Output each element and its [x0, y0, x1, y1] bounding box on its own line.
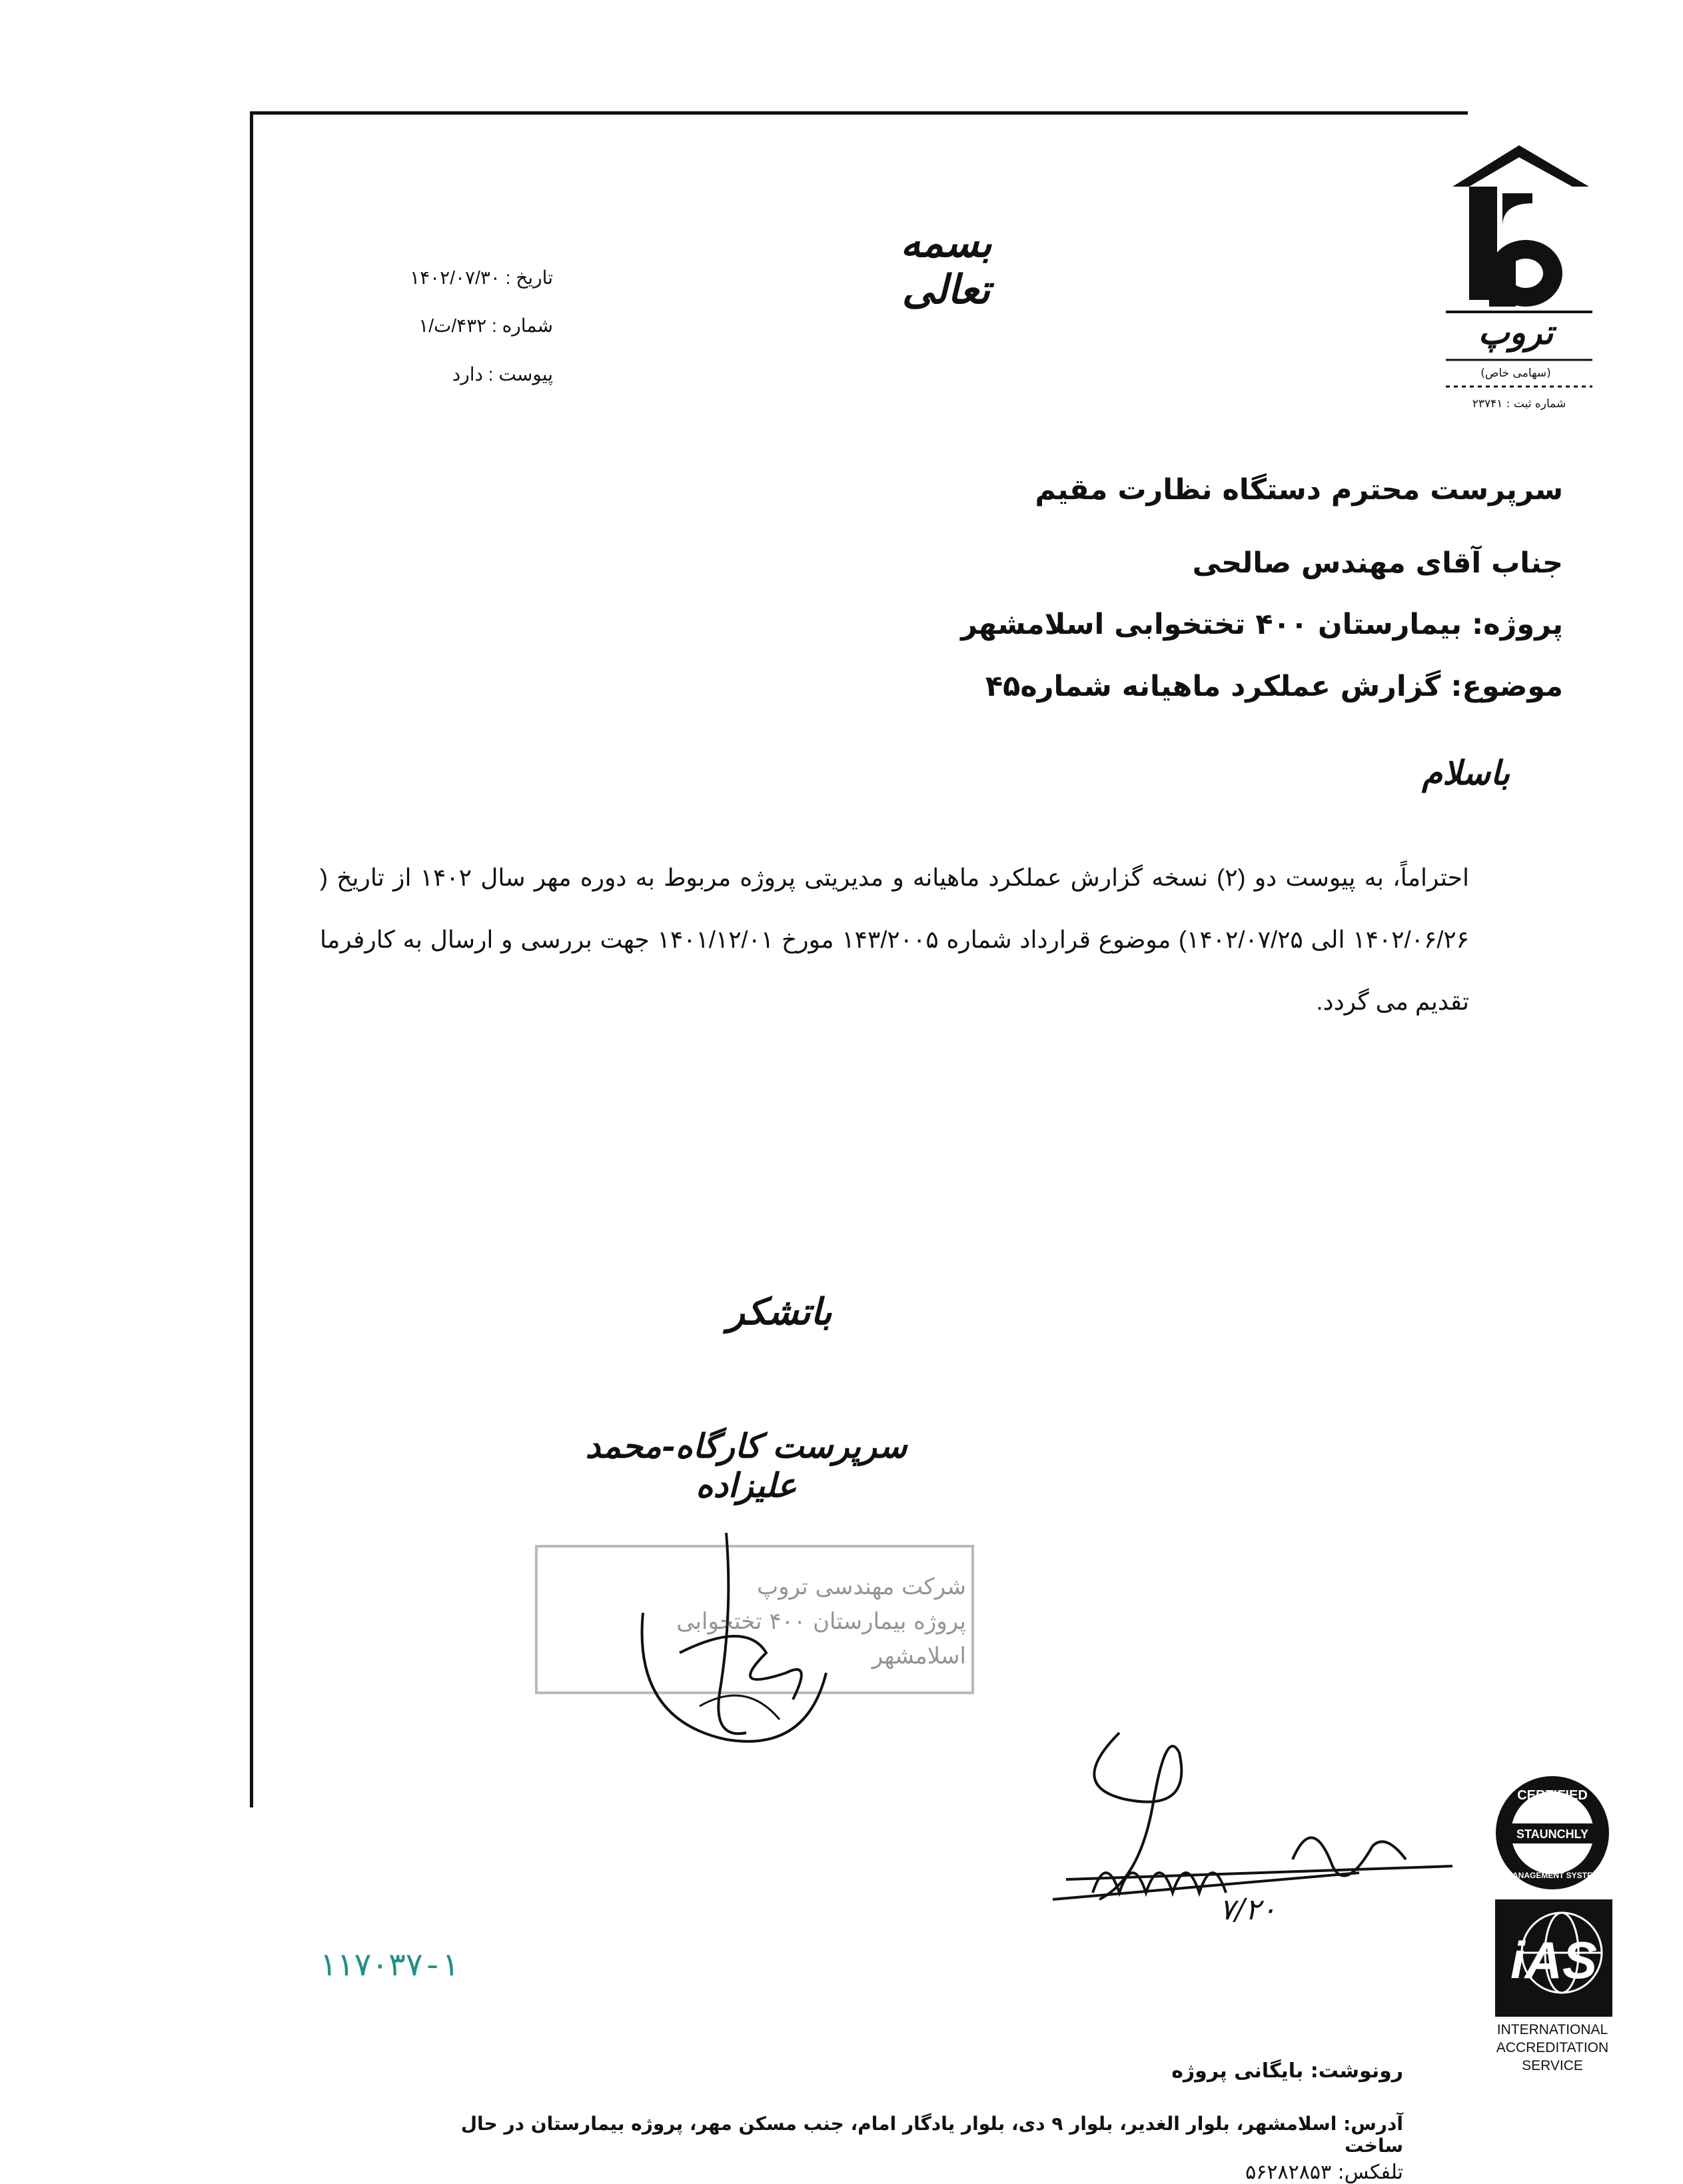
badge-center-text: STAUNCHLY [1516, 1827, 1589, 1841]
stamp-line-project: پروژه بیمارستان ۴۰۰ تختخوابی [676, 1608, 966, 1635]
phone-line: تلفکس: ۵۶۲۸۲۸۵۳ [1245, 2161, 1403, 2184]
company-registration: شماره ثبت : ۲۳۷۴۱ [1472, 397, 1566, 411]
handwritten-date: ۷/۲۰ [1219, 1893, 1277, 1927]
ias-line-2: ACCREDITATION [1496, 2040, 1609, 2055]
cc-line: رونوشت: بایگانی پروژه [1171, 2059, 1403, 2083]
page-border-top [250, 111, 1468, 115]
certified-management-badge [1492, 1773, 1612, 1893]
letter-date: تاریخ : ۱۴۰۲/۰۷/۳۰ [410, 267, 553, 288]
address-line: آدرس: اسلامشهر، بلوار الغدیر، بلوار ۹ دی، بلوار یادگار امام، جنب مسکن مهر، پروژه بیمارستان در حال ساخت [460, 2113, 1403, 2157]
subject-line: موضوع: گزارش عملکرد ماهیانه شماره۴۵ [985, 670, 1563, 703]
recipient-title: سرپرست محترم دستگاه نظارت مقیم [1035, 473, 1563, 507]
signatory-name: سرپرست کارگاه-محمد علیزاده [585, 1426, 907, 1505]
ias-caption [1486, 2021, 1619, 2075]
letter-body: احتراماً، به پیوست دو (۲) نسخه گزارش عملکرد ماهیانه و مدیریتی پروژه مربوط به دوره مهر سال ۱۴۰۲ از تاریخ ( ۱۴۰۲/۰۶/۲۶ الی ۱۴۰۲/۰۷/۲۵) موضوع قرارداد شماره ۱۴۳/۲۰۰۵ مورخ ۱۴۰۱/۱۲/۰۱ جهت بررسی و ارسال به کارفرما تقدیم می گردد. [320, 864, 1469, 1015]
letter-attachment: پیوست : دارد [452, 364, 553, 385]
ias-logo [1495, 1899, 1612, 2017]
page-border-left [250, 111, 253, 1807]
badge-bottom-text: MANAGEMENT SYSTEM [1505, 1871, 1600, 1880]
stamp-text [546, 1570, 966, 1673]
project-line: پروژه: بیمارستان ۴۰۰ تختخوابی اسلامشهر [961, 608, 1563, 641]
ias-line-3: SERVICE [1522, 2058, 1583, 2073]
stamp-line-company: شرکت مهندسی تروپ [757, 1574, 966, 1600]
badge-top-text: CERTIFIED [1517, 1788, 1588, 1803]
ias-line-1: INTERNATIONAL [1496, 2022, 1608, 2037]
closing-thanks: باتشکر [727, 1290, 832, 1333]
ias-logo-text: iAS [1510, 1931, 1598, 1989]
logo-wordmark: تروپ [1478, 313, 1554, 352]
stamp-line-city: اسلامشهر [871, 1643, 966, 1669]
archive-number: ۱۱۷۰۳۷-۱ [320, 1949, 460, 1985]
greeting: باسلام [1422, 753, 1510, 792]
company-type: (سهامی خاص) [1480, 367, 1551, 380]
recipient-name: جناب آقای مهندس صالحی [1192, 546, 1563, 580]
bismillah-heading: بسمه تعالی [900, 220, 992, 313]
letter-number: شماره : ۴۳۲/ت/۱ [418, 315, 553, 336]
